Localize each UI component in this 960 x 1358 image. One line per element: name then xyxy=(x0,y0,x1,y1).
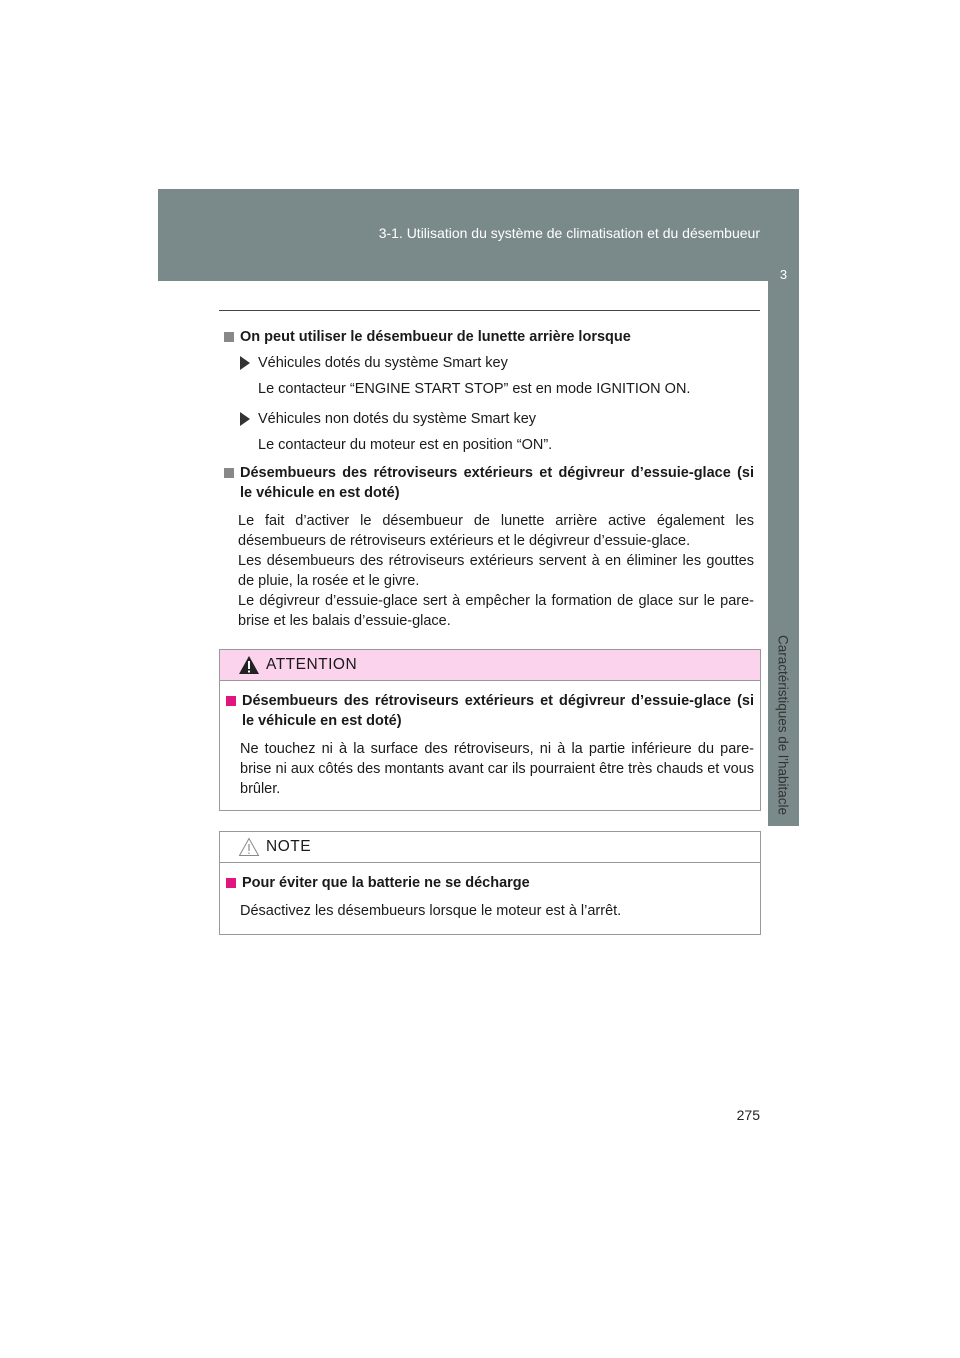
chapter-number: 3 xyxy=(779,267,788,282)
square-bullet-icon xyxy=(226,878,236,888)
warning-triangle-icon xyxy=(238,655,260,675)
attention-header xyxy=(220,650,760,681)
square-bullet-icon xyxy=(224,468,234,478)
note-header xyxy=(220,832,760,863)
square-bullet-icon xyxy=(224,332,234,342)
attention-text: Ne touchez ni à la surface des rétroviseurs, ni à la partie inférieure du pare-brise ni aux côtés des montants avant car ils pourraient être très chauds et vous brûler. xyxy=(240,741,754,797)
top-rule xyxy=(219,310,760,311)
note-body xyxy=(220,863,760,921)
main-content xyxy=(222,327,754,631)
square-bullet-icon xyxy=(226,696,236,706)
attention-box xyxy=(219,649,761,811)
bullet-item: Véhicules non dotés du système Smart key xyxy=(240,409,754,429)
caution-outline-triangle-icon xyxy=(238,837,260,857)
section2-paragraph-1: Le fait d’activer le désembueur de lunette arrière active également les désembueurs de rétroviseurs extérieurs et le dégivreur d’essuie-glace. xyxy=(238,513,754,549)
section1-heading: On peut utiliser le désembueur de lunette arrière lorsque xyxy=(222,327,754,347)
attention-title: ATTENTION xyxy=(266,656,358,673)
bullet-item: Véhicules dotés du système Smart key xyxy=(240,353,754,373)
section2-paragraph-3: Le dégivreur d’essuie-glace sert à empêcher la formation de glace sur le pare-brise et les balais d’essuie-glace. xyxy=(238,593,754,629)
bullet-detail: Le contacteur du moteur est en position “ON”. xyxy=(258,437,553,453)
section2-paragraph-2: Les désembueurs des rétroviseurs extérieurs servent à en éliminer les gouttes de pluie, la rosée et le givre. xyxy=(238,553,754,589)
note-box xyxy=(219,831,761,935)
chapter-label: Caractéristiques de l’habitacle xyxy=(775,634,791,816)
section2-heading: Désembueurs des rétroviseurs extérieurs et dégivreur d’essuie-glace (si le véhicule en est doté) xyxy=(222,463,754,503)
triangle-bullet-icon xyxy=(240,356,250,370)
attention-body xyxy=(220,681,760,799)
note-text: Désactivez les désembueurs lorsque le moteur est à l’arrêt. xyxy=(240,903,622,919)
page-number: 275 xyxy=(736,1107,760,1123)
note-title: NOTE xyxy=(266,838,312,855)
triangle-bullet-icon xyxy=(240,412,250,426)
bullet-detail: Le contacteur “ENGINE START STOP” est en mode IGNITION ON. xyxy=(258,381,691,397)
note-heading: Pour éviter que la batterie ne se décharge xyxy=(224,873,754,893)
attention-heading: Désembueurs des rétroviseurs extérieurs et dégivreur d’essuie-glace (si le véhicule en est doté) xyxy=(224,691,754,731)
section-header: 3-1. Utilisation du système de climatisation et du désembueur xyxy=(378,225,760,241)
